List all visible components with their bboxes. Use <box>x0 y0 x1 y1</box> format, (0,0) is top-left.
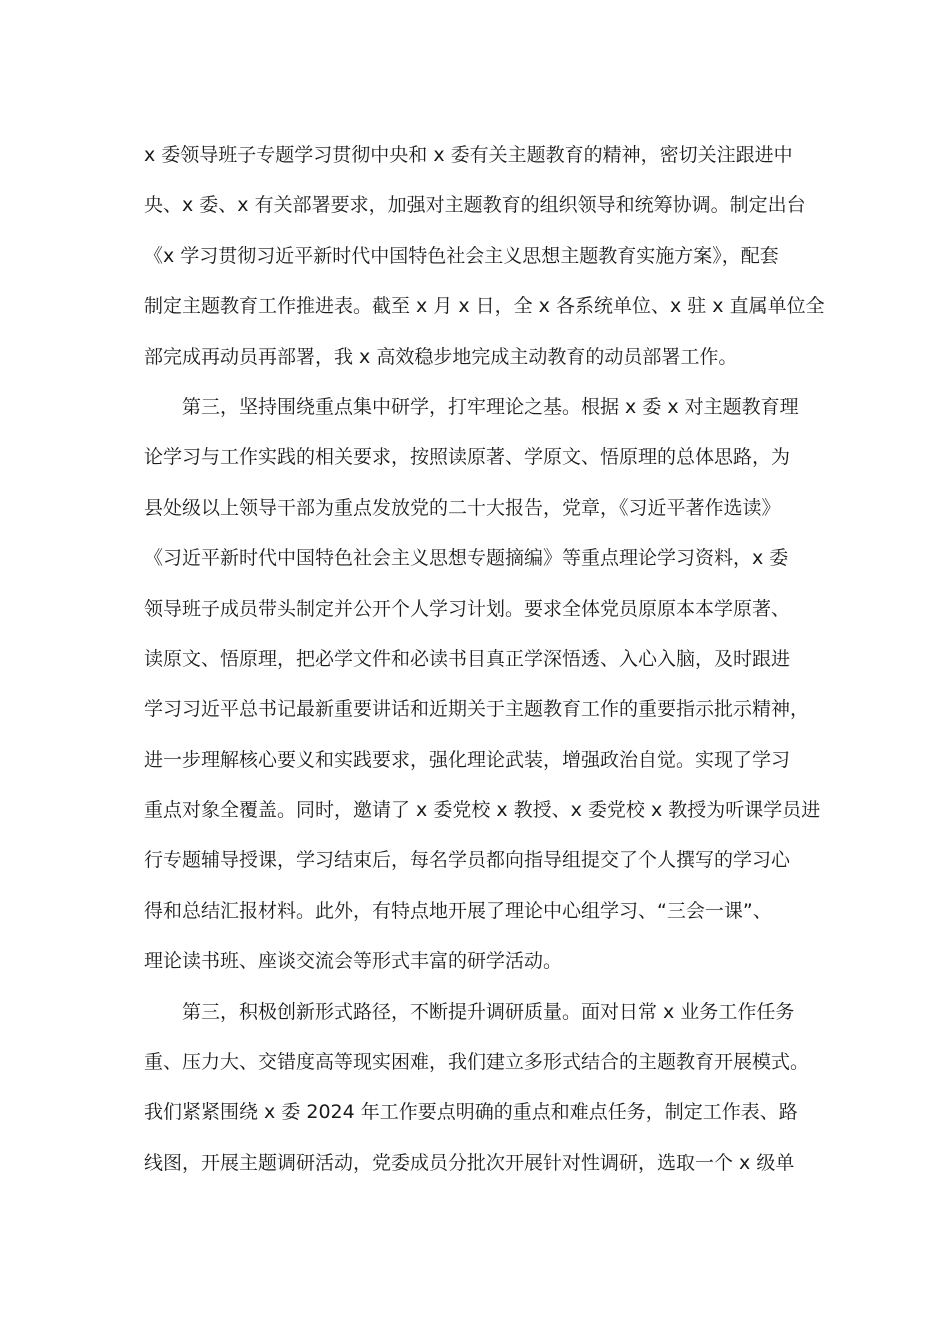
text-line: 得和总结汇报材料。此外，有特点地开展了理论中心组学习、“三会一课”、 <box>144 899 772 922</box>
text-line: 进一步理解核心要义和实践要求，强化理论武装，增强政治自觉。实现了学习 <box>144 748 791 771</box>
paragraph-first-line: 第三，坚持围绕重点集中研学，打牢理论之基。根据 x 委 x 对主题教育理 <box>182 395 799 418</box>
text-line: 县处级以上领导干部为重点发放党的二十大报告，党章，《习近平著作选读》 <box>144 496 781 519</box>
text-line: 我们紧紧围绕 x 委 2024 年工作要点明确的重点和难点任务，制定工作表、路 <box>144 1101 798 1124</box>
text-line: 部完成再动员再部署，我 x 高效稳步地完成主动教育的动员部署工作。 <box>144 345 738 368</box>
text-line: 领导班子成员带头制定并公开个人学习计划。要求全体党员原原本本学原著、 <box>144 597 791 620</box>
text-line: x 委领导班子专题学习贯彻中央和 x 委有关主题教育的精神，密切关注跟进中 <box>144 144 793 166</box>
text-line: 重点对象全覆盖。同时，邀请了 x 委党校 x 教授、x 委党校 x 教授为听课学员进 <box>144 799 821 822</box>
text-line: 央、x 委、x 有关部署要求，加强对主题教育的组织领导和统筹协调。制定出台 <box>144 194 806 217</box>
text-line: 线图，开展主题调研活动，党委成员分批次开展针对性调研，选取一个 x 级单 <box>144 1151 795 1174</box>
paragraph-first-line: 第三，积极创新形式路径，不断提升调研质量。面对日常 x 业务工作任务 <box>182 1000 795 1023</box>
text-line: 论学习与工作实践的相关要求，按照读原著、学原文、悟原理的总体思路，为 <box>144 446 791 469</box>
text-line: 《x 学习贯彻习近平新时代中国特色社会主义思想主题教育实施方案》，配套 <box>144 244 779 267</box>
text-line: 《习近平新时代中国特色社会主义思想专题摘编》等重点理论学习资料，x 委 <box>144 547 789 570</box>
text-line: 重、压力大、交错度高等现实困难，我们建立多形式结合的主题教育开展模式。 <box>144 1051 810 1074</box>
text-line: 制定主题教育工作推进表。截至 x 月 x 日，全 x 各系统单位、x 驻 x 直属单位全 <box>144 295 825 318</box>
text-line: 学习习近平总书记最新重要讲话和近期关于主题教育工作的重要指示批示精神， <box>144 698 810 721</box>
text-line: 读原文、悟原理，把必学文件和必读书目真正学深悟透、入心入脑，及时跟进 <box>144 647 791 670</box>
text-line: 行专题辅导授课，学习结束后，每名学员都向指导组提交了个人撰写的学习心 <box>144 849 791 872</box>
text-line: 理论读书班、座谈交流会等形式丰富的研学活动。 <box>144 950 563 973</box>
document-body <box>144 130 825 1188</box>
